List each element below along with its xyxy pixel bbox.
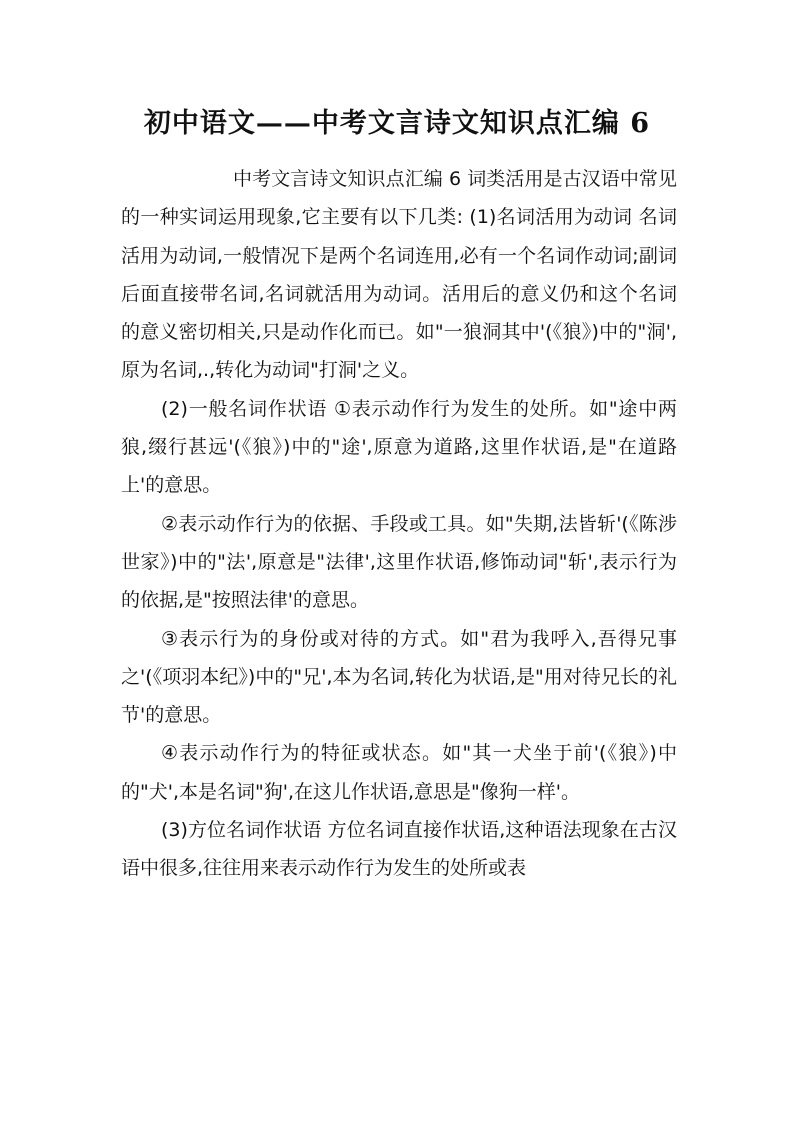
- document-title: 初中语文——中考文言诗文知识点汇编 6: [143, 108, 651, 139]
- paragraph-noun-adverbial: (2)一般名词作状语 ①表示动作行为发生的处所。如"途中两狼,缀行甚远'(《狼》)中的"途',原意为道路,这里作状语,是"在道路上'的意思。: [121, 397, 677, 497]
- paragraph-intro: 中考文言诗文知识点汇编 6 词类活用是古汉语中常见的一种实词运用现象,它主要有以下几类: (1)名词活用为动词 名词活用为动词,一般情况下是两个名词连用,必有一个名词作动词;副词后面直接带名词,名词就活用为动词。活用后的意义仍和这个名词的意义密切相关,只是动作化而已。如"一狼洞其中'(《狼》)中的"洞',原为名词,.,转化为动词"打洞'之义。: [121, 168, 677, 382]
- paragraph-feature-state: ④表示动作行为的特征或状态。如"其一犬坐于前'(《狼》)中的"犬',本是名词"狗',在这儿作状语,意思是"像狗一样'。: [121, 742, 677, 803]
- paragraph-direction-noun: (3)方位名词作状语 方位名词直接作状语,这种语法现象在古汉语中很多,往往用来表示动作行为发生的处所或表: [121, 819, 677, 880]
- paragraph-basis-means: ②表示动作行为的依据、手段或工具。如"失期,法皆斩'(《陈涉世家》)中的"法',原意是"法律',这里作状语,修饰动词"斩',表示行为的依据,是"按照法律'的意思。: [121, 512, 677, 612]
- document-body: [121, 160, 677, 888]
- paragraph-identity-manner: ③表示行为的身份或对待的方式。如"君为我呼入,吾得兄事之'(《项羽本纪》)中的"兄',本为名词,转化为状语,是"用对待兄长的礼节'的意思。: [121, 627, 677, 727]
